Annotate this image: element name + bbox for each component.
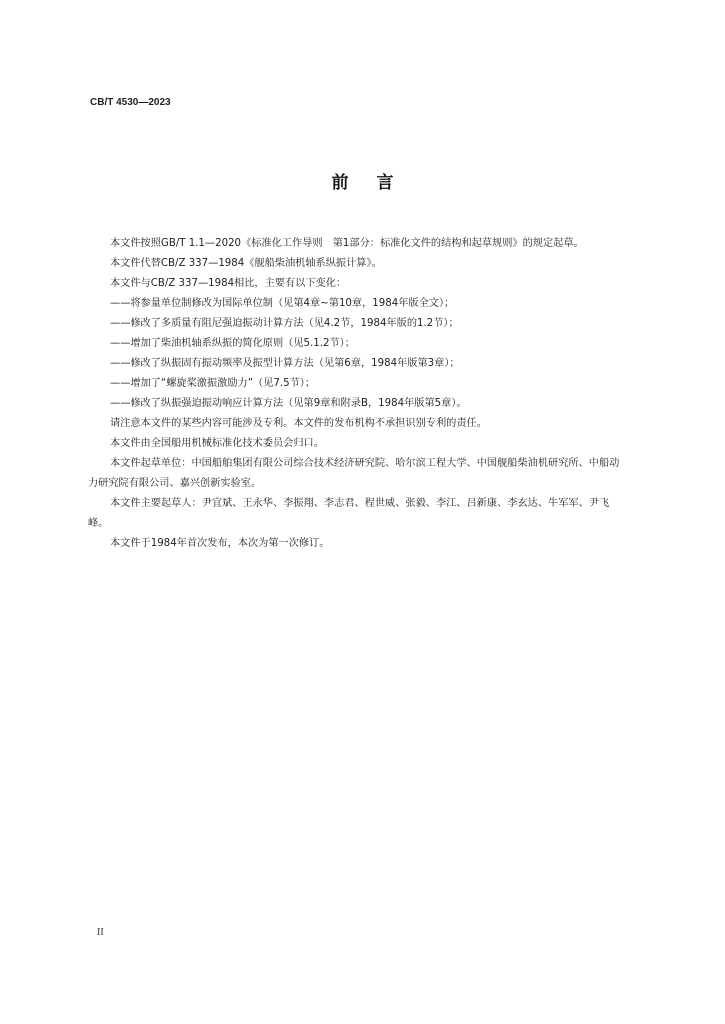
foreword-body	[88, 234, 628, 554]
change-item: ——将参量单位制修改为国际单位制（见第4章~第10章，1984年版全文）；	[110, 298, 455, 309]
paragraph-committee: 本文件由全国船用机械标准化技术委员会归口。	[110, 438, 324, 449]
change-item: ——修改了纵振固有振动频率及振型计算方法（见第6章，1984年版第3章）；	[110, 358, 460, 369]
paragraph-drafting-units: 本文件起草单位：中国船舶集团有限公司综合技术经济研究院、哈尔滨工程大学、中国舰船柴油机研究所、中船动力研究院有限公司、嘉兴创新实验室。	[88, 458, 620, 489]
paragraph-history: 本文件于1984年首次发布，本次为第一次修订。	[110, 538, 330, 549]
standard-code: CB/T 4530—2023	[90, 97, 171, 108]
change-item: ——增加了柴油机轴系纵振的简化原则（见5.1.2节）；	[110, 338, 355, 349]
change-item: ——增加了“螺旋桨激振激励力”（见7.5节）；	[110, 378, 316, 389]
page-title: 前言	[331, 173, 422, 193]
paragraph-replaces: 本文件代替CB/Z 337—1984《舰船柴油机轴系纵振计算》。	[110, 258, 382, 269]
paragraph-drafting-rules: 本文件按照GB/T 1.1—2020《标准化工作导则 第1部分：标准化文件的结构和起草规则》的规定起草。	[110, 238, 584, 249]
change-item: ——修改了纵振强迫振动响应计算方法（见第9章和附录B，1984年版第5章）。	[110, 398, 467, 409]
page-number: II	[97, 927, 104, 938]
paragraph-changes-intro: 本文件与CB/Z 337—1984相比，主要有以下变化：	[110, 278, 347, 289]
change-item: ——修改了多质量有阻尼强迫振动计算方法（见4.2节，1984年版的1.2节）；	[110, 318, 459, 329]
paragraph-patent-notice: 请注意本文件的某些内容可能涉及专利。本文件的发布机构不承担识别专利的责任。	[110, 418, 487, 429]
paragraph-drafters: 本文件主要起草人：尹宜斌、王永华、李振翔、李志君、程世威、张毅、李江、吕新康、李玄达、牛军军、尹飞峰。	[88, 498, 610, 529]
